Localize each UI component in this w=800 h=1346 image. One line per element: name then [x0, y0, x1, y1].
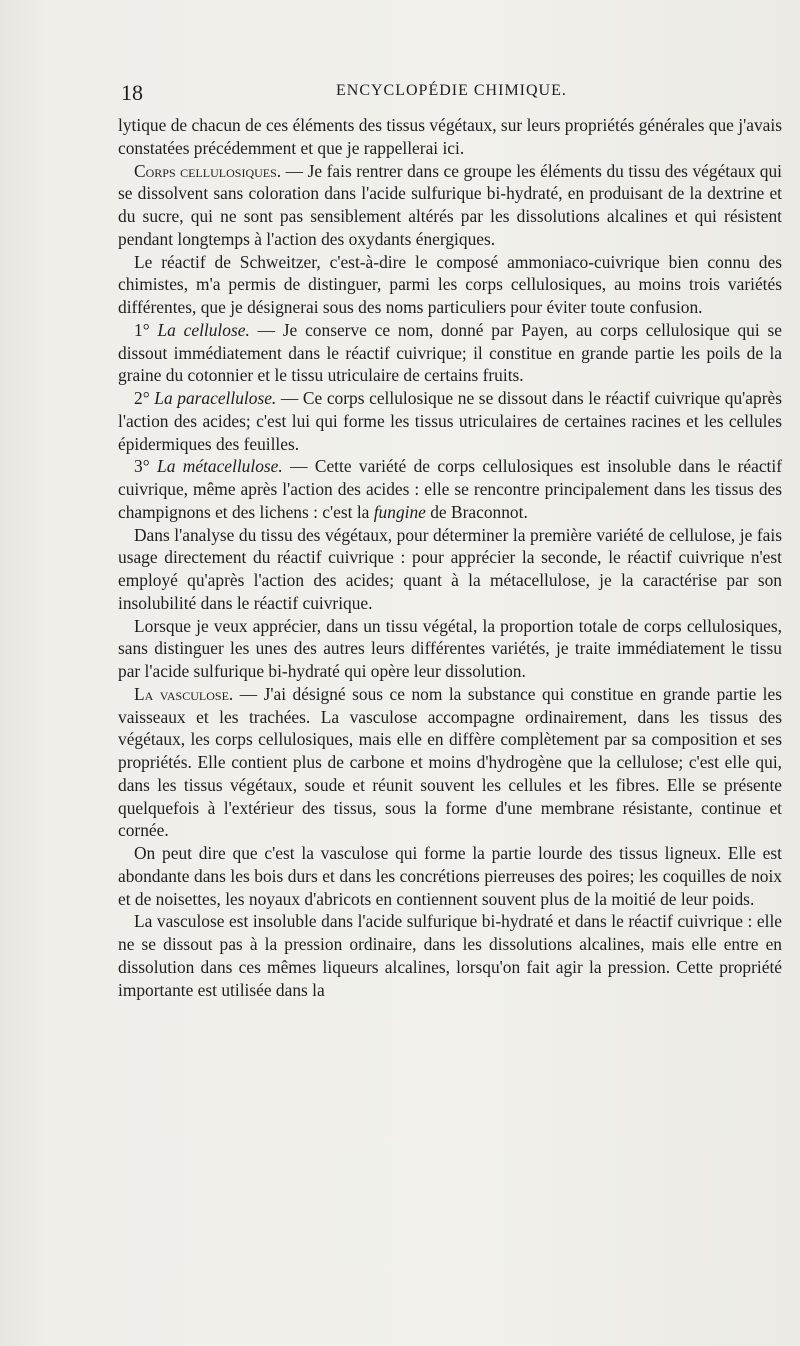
- term: La cellulose.: [157, 319, 250, 340]
- section-heading: Corps cellulosiques.: [134, 160, 282, 181]
- list-item-metacellulose: 3° La métacellulose. — Cette variété de corps cellulosiques est insoluble dans le réactif cuivrique, même après l'action des acides : elle se rencontre principalement dans les tissus des champignons et des lichens : c'est la fungine de Braconnot.: [118, 456, 782, 522]
- item-number: 2°: [134, 388, 150, 408]
- paragraph: La vasculose est insoluble dans l'acide sulfurique bi-hydraté et dans le réactif cuivrique : elle ne se dissout pas à la pression ordinaire, dans les dissolutions alcalines, mais elle entre en dissolution dans ces mêmes liqueurs alcalines, lorsqu'on fait agir la pression. Cette propriété importante est utilisée dans la: [118, 911, 782, 1000]
- item-number: 3°: [134, 456, 150, 477]
- paragraph-corps-cellulosiques: Corps cellulosiques. — Je fais rentrer dans ce groupe les éléments du tissu des végétaux qui se dissolvent sans coloration dans l'acide sulfurique bi-hydraté, en produisant de la dextrine et du sucre, qui ne sont pas sensiblement altérés par les dissolutions alcalines et qui résistent pendant longtemps à l'action des oxydants énergiques.: [118, 160, 782, 249]
- term: La métacellulose.: [157, 456, 283, 477]
- page-number: 18: [121, 80, 143, 105]
- section-heading: La vasculose.: [134, 683, 234, 704]
- running-title: ENCYCLOPÉDIE CHIMIQUE.: [336, 82, 567, 99]
- item-number: 1°: [134, 319, 150, 340]
- list-item-paracellulose: 2° La paracellulose. — Ce corps cellulosique ne se dissout dans le réactif cuivrique qu'après l'action des acides; c'est lui qui forme les tissus utriculaires de certaines racines et les cellules épidermiques des feuilles.: [118, 388, 782, 454]
- paragraph: On peut dire que c'est la vasculose qui forme la partie lourde des tissus ligneux. Elle est abondante dans les bois durs et dans les concrétions pierreuses des poires; les coquilles de noix et de noisettes, les noyaux d'abricots en contiennent souvent plus de la moitié de leur poids.: [118, 843, 782, 909]
- term: La paracellulose.: [154, 388, 277, 408]
- body-text: [118, 114, 782, 1001]
- term-fungine: fungine: [373, 501, 426, 522]
- list-item-cellulose: 1° La cellulose. — Je conserve ce nom, donné par Payen, au corps cellulosique qui se dissout immédiatement dans le réactif cuivrique; il constitue en grande partie les poils de la graine du cotonnier et le tissu utriculaire de certains fruits.: [118, 319, 782, 386]
- page-header: [121, 80, 781, 108]
- paragraph: Le réactif de Schweitzer, c'est-à-dire le composé ammoniaco-cuivrique bien connu des chimistes, m'a permis de distinguer, parmi les corps cellulosiques, au moins trois variétés différentes, que je désignerai sous des noms particuliers pour éviter toute confusion.: [118, 251, 782, 317]
- paragraph-vasculose: La vasculose. — J'ai désigné sous ce nom la substance qui constitue en grande partie les vaisseaux et les trachées. La vasculose accompagne ordinairement, dans les tissus des végétaux, les corps cellulosiques, mais elle en diffère complètement par sa composition et ses propriétés. Elle contient plus de carbone et moins d'hydrogène que la cellulose; c'est elle qui, dans les tissus végétaux, soude et réunit souvent les cellules et les fibres. Elle se présente quelquefois à l'extérieur des tissus, sous la forme d'une membrane résistante, continue et cornée.: [118, 683, 782, 841]
- paragraph: Lorsque je veux apprécier, dans un tissu végétal, la proportion totale de corps cellulosiques, sans distinguer les unes des autres leurs différentes variétés, je traite immédiatement le tissu par l'acide sulfurique bi-hydraté qui opère leur dissolution.: [118, 615, 782, 681]
- paragraph: Dans l'analyse du tissu des végétaux, pour déterminer la première variété de cellulose, je fais usage directement du réactif cuivrique : pour apprécier la seconde, le réactif cuivrique n'est employé qu'après l'action des acides; quant à la métacellulose, je la caractérise par son insolubilité dans le réactif cuivrique.: [118, 524, 782, 613]
- paragraph: lytique de chacun de ces éléments des tissus végétaux, sur leurs propriétés générales que j'avais constatées précédemment et que je rappellerai ici.: [118, 115, 782, 158]
